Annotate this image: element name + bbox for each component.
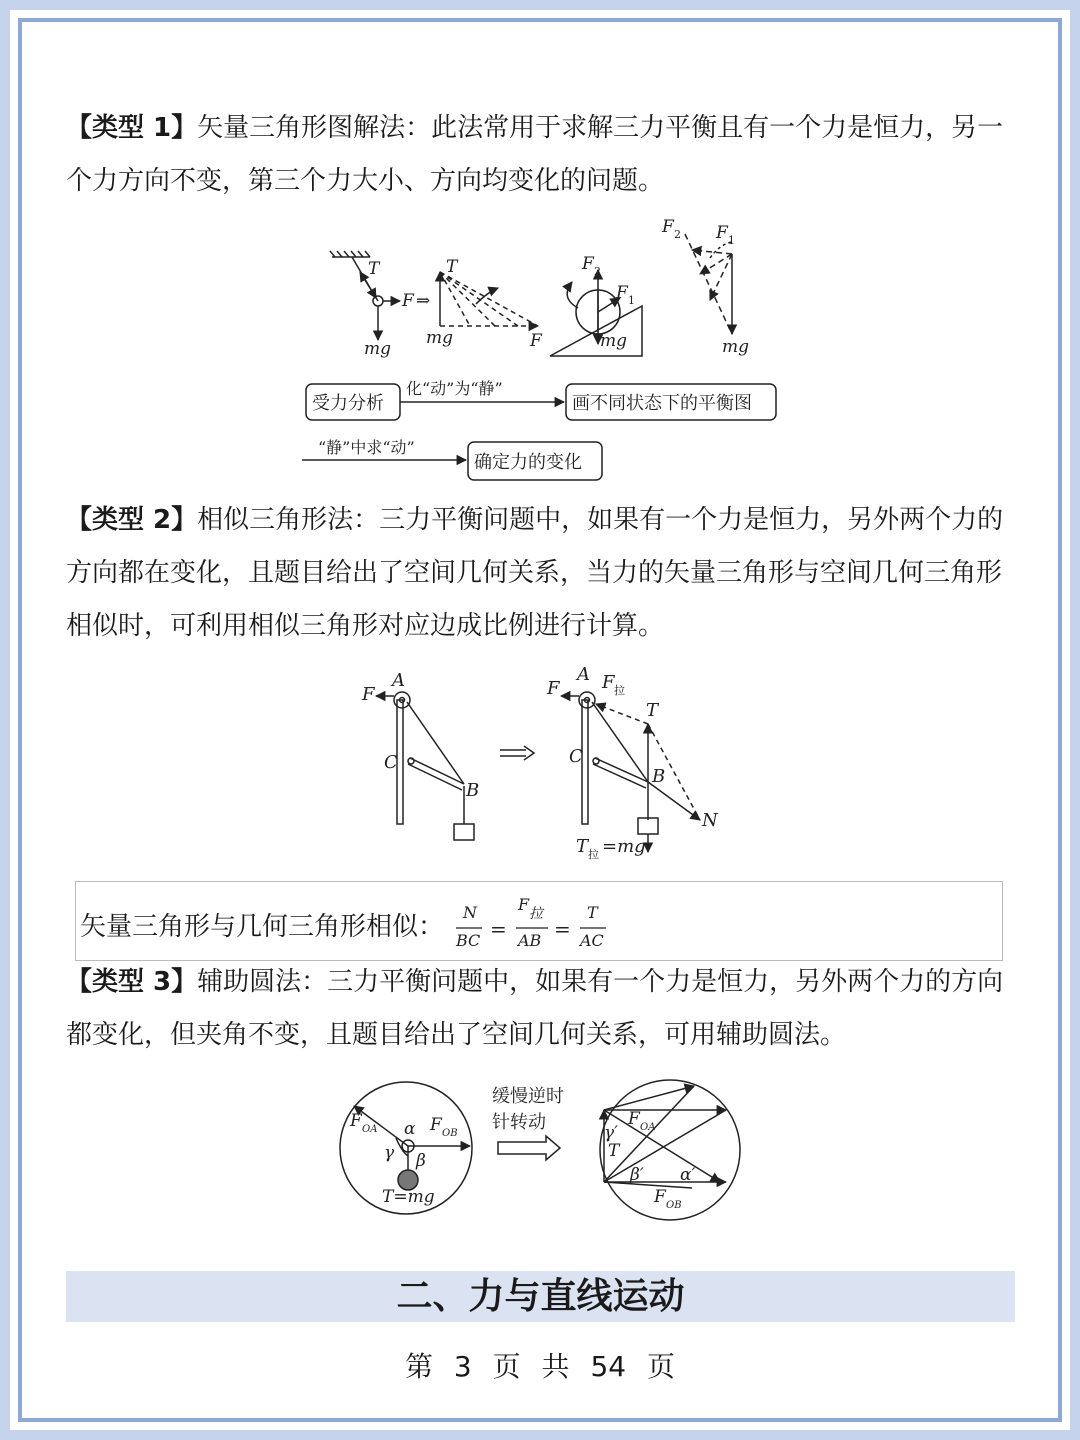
section-title: 二、力与直线运动	[396, 1276, 685, 1317]
footer-ye-2: 页	[647, 1350, 676, 1383]
fig2-t-label: T	[646, 700, 659, 721]
fig1-arrow-symbol: ⇒	[416, 291, 431, 311]
fig3-r-fob-sub: OB	[666, 1200, 682, 1211]
type1-paragraph	[66, 102, 1016, 208]
fig1-t-label: T	[368, 259, 380, 279]
fig1-f1-label: F	[616, 283, 628, 303]
similarity-formula	[450, 890, 620, 954]
flow-label-dynamic-to-static: 化“动”为“静”	[406, 379, 503, 398]
section-header-bar	[66, 1271, 1015, 1322]
fig1-f2-sub-2: 2	[674, 228, 681, 241]
footer-gong: 共	[541, 1350, 570, 1383]
type2-text: 相似三角形法：三力平衡问题中，如果有一个力是恒力，另外两个力的方向都在变化，且题目给出了空间几何关系，当力的矢量三角形与空间几何三角形相似时，可利用相似三角形对应边成比例进行计算。	[66, 505, 1004, 641]
fig2-c-label: C	[384, 752, 398, 773]
fig1-mg-label-2: mg	[426, 328, 454, 348]
formula-ab: AB	[518, 931, 542, 950]
fig2-b-label: B	[466, 780, 480, 801]
fig2-a-label-2: A	[577, 664, 590, 685]
flow-box-force-analysis: 受力分析	[312, 393, 384, 414]
fig3-fob-sub: OB	[442, 1128, 458, 1139]
formula-la: 拉	[529, 906, 543, 922]
formula-n: N	[463, 903, 477, 922]
fig3-foa-sub: OA	[362, 1124, 378, 1135]
fig3-alpha: α	[404, 1119, 416, 1139]
footer-total-pages: 54	[590, 1350, 627, 1383]
fig3-alpha-prime: α′	[680, 1165, 696, 1185]
fig3-gamma-prime: γ′	[604, 1123, 619, 1143]
flow-box-draw-equilibrium: 画不同状态下的平衡图	[572, 393, 752, 414]
footer-ye: 页	[492, 1350, 521, 1383]
fig2-f-label: F	[362, 684, 375, 705]
fig1-f1-label-2: F	[716, 223, 728, 243]
type3-paragraph	[66, 956, 1016, 1062]
flow-label-static-to-dynamic: “静”中求“动”	[318, 438, 415, 457]
fig3-r-fob-f: F	[654, 1187, 666, 1207]
formula-t: T	[587, 903, 598, 922]
fig2-b-label-2: B	[652, 766, 666, 787]
fig1-f2-label-2: F	[662, 217, 674, 237]
fig1-f-label: F	[402, 291, 414, 311]
fig2-la-sub: 拉	[614, 684, 625, 697]
footer-page-number: 3	[453, 1350, 472, 1383]
fig2-tla-label: T	[576, 836, 589, 857]
fig3-r-foa-f: F	[628, 1109, 640, 1129]
fig2-a-label: A	[392, 670, 405, 691]
formula-eq-2: =	[554, 917, 571, 941]
fig3-foa-f: F	[350, 1111, 362, 1131]
type2-tag: 【类型 2】	[66, 505, 198, 535]
fig3-gamma: γ	[384, 1143, 395, 1163]
footer-di: 第	[404, 1350, 433, 1383]
fig3-tmg-label: T=mg	[382, 1187, 435, 1207]
formula-eq-1: =	[490, 917, 507, 941]
type3-text: 辅助圆法：三力平衡问题中，如果有一个力是恒力，另外两个力的方向都变化，但夹角不变，且题目给出了空间几何关系，可用辅助圆法。	[66, 967, 1004, 1050]
fig2-fla-label: F	[602, 672, 615, 693]
fig1-t-label-2: T	[446, 257, 458, 277]
fig3-r-foa-sub: OA	[640, 1122, 656, 1133]
fig2-c-label-2: C	[569, 746, 583, 767]
fig1-f1-sub-2: 1	[728, 234, 735, 247]
fig2-f-label-2: F	[547, 678, 560, 699]
flow-box-determine-change: 确定力的变化	[474, 452, 582, 473]
type2-paragraph	[66, 494, 1016, 653]
fig3-rotate-line1: 缓慢逆时	[492, 1086, 564, 1107]
type1-tag: 【类型 1】	[66, 113, 198, 143]
type3-tag: 【类型 3】	[66, 967, 198, 997]
fig1-f2-label: F	[582, 254, 594, 274]
formula-f: F	[518, 895, 530, 914]
fig3-beta-prime: β′	[630, 1165, 644, 1185]
type3-figure	[336, 1076, 746, 1228]
fig3-fob-f: F	[430, 1115, 442, 1135]
fig1-f2-sub: 2	[594, 265, 601, 278]
similarity-formula-box	[75, 881, 1003, 961]
page-footer	[0, 1345, 1080, 1385]
type1-figure	[290, 212, 810, 490]
fig2-tla-sub: 拉	[588, 848, 599, 861]
fig1-mg-label-1: mg	[364, 339, 392, 359]
formula-ac: AC	[580, 931, 604, 950]
formula-bc: BC	[456, 931, 481, 950]
fig2-n-label: N	[702, 810, 718, 831]
fig1-f-label-2: F	[530, 331, 542, 351]
type2-figure	[350, 660, 730, 870]
fig3-beta: β	[416, 1151, 426, 1171]
fig3-r-t: T	[608, 1141, 620, 1161]
fig3-rotate-line2: 针转动	[492, 1112, 546, 1133]
fig1-mg-label-3: mg	[600, 331, 628, 351]
fig1-f1-sub: 1	[628, 294, 635, 307]
similarity-label: 矢量三角形与几何三角形相似：	[80, 912, 445, 942]
type1-text: 矢量三角形图解法：此法常用于求解三力平衡且有一个力是恒力，另一个力方向不变，第三个力大小、方向均变化的问题。	[66, 113, 1004, 196]
fig2-mg-eq: =mg	[602, 836, 646, 857]
fig1-mg-label-4: mg	[722, 337, 750, 357]
